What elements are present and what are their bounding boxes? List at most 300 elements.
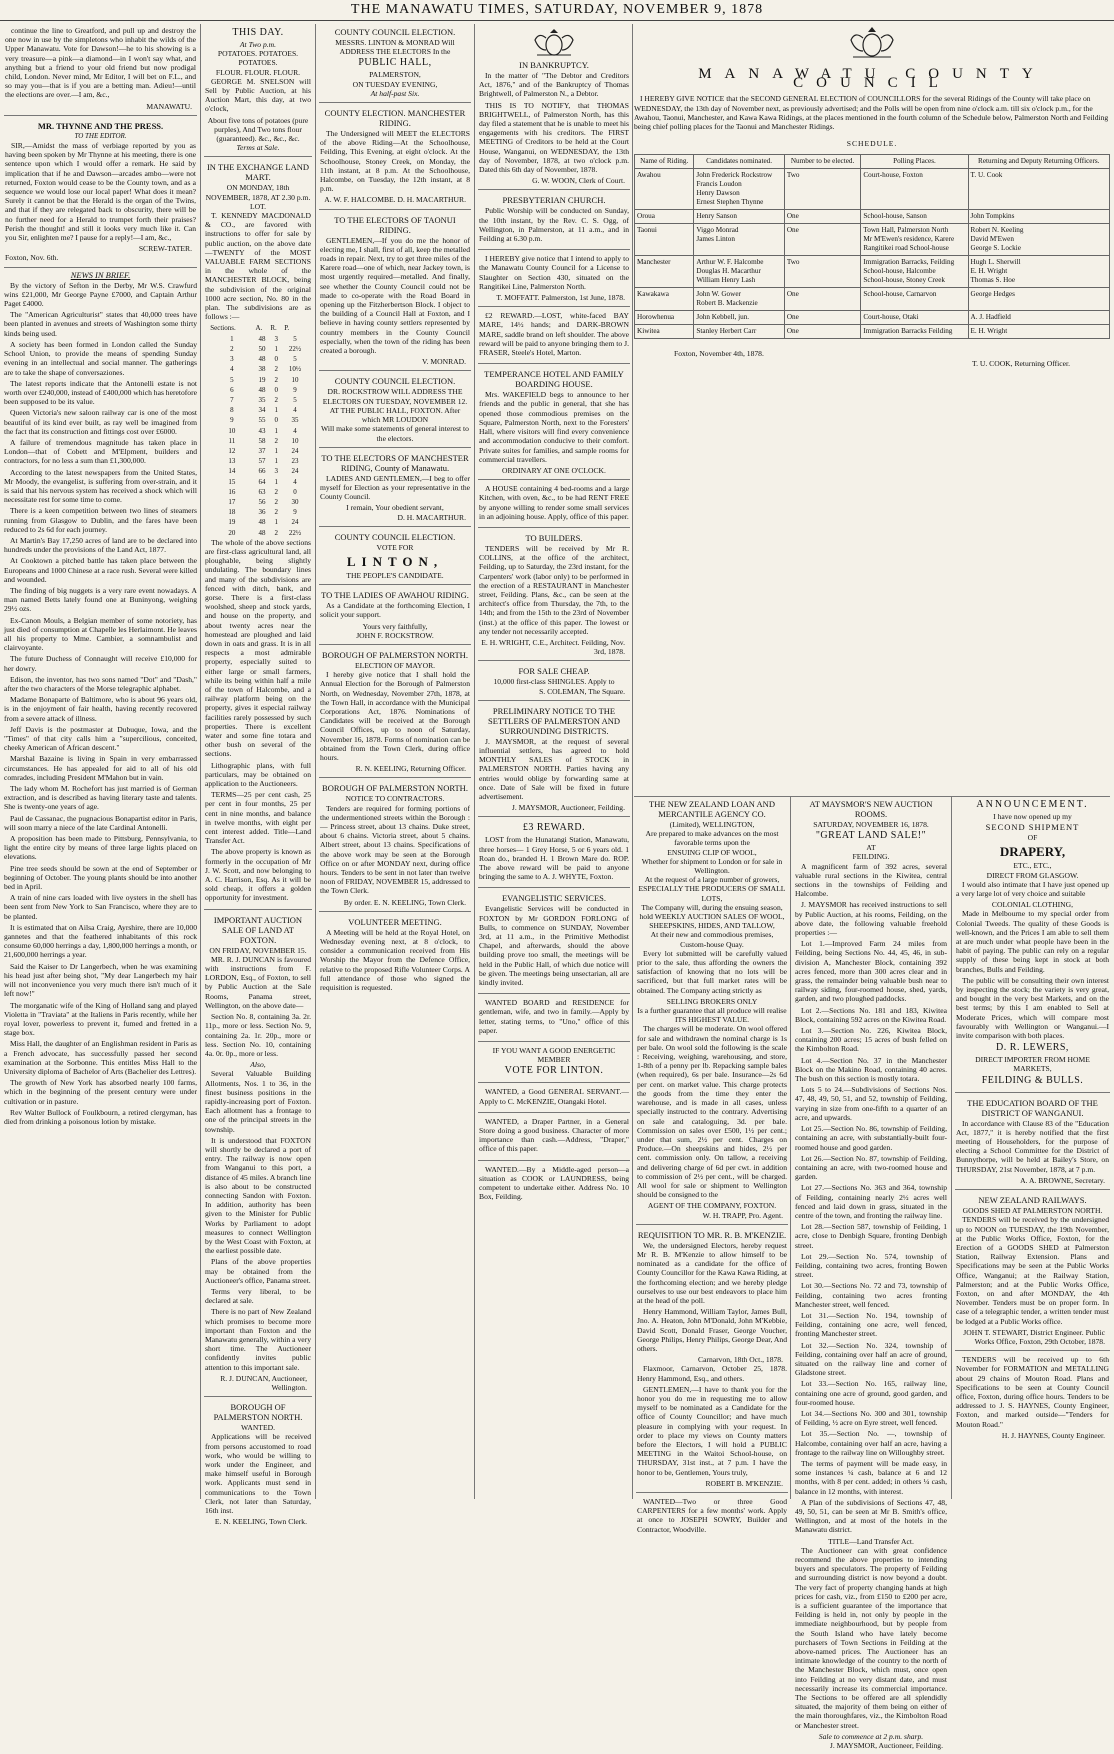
ad-body: The Undersigned will MEET the ELECTORS of the above Riding—At the Schoolhouse, Feilding, This Evening, at eight o'clock. At the Schoolhouse, Stoney Creek, on Monday, the 11th instant, at 8 p.m. At the Schoolhouse, Halcombe, on Tuesday, the 12th instant, at 8 p.m. — [320, 129, 470, 194]
news-item: Paul de Cassanac, the pugnacious Bonapartist editor in Paris, will soon marry a niece of the late Cardinal Antonelli. — [4, 813, 197, 832]
signature: D. H. MACARTHUR. — [397, 512, 466, 522]
lot-item: Lot 30.—Sections No. 72 and 73, township of Feilding, containing two acres fronting Manchester street, well fenced. — [795, 1281, 947, 1309]
ad-body: The Company will, during the ensuing season, hold WEEKLY AUCTION SALES OF WOOL, SHEEPSKINS, HIDES, AND TALLOW, — [639, 902, 785, 931]
table-cell: 2 — [274, 375, 279, 384]
column-6 — [794, 796, 948, 1751]
table-cell: 48 — [258, 385, 266, 394]
table-cell: 2 — [230, 344, 234, 353]
table-cell: 13 — [228, 457, 236, 466]
ad-body: Are prepared to make advances on the most favorable terms upon the — [645, 829, 779, 848]
ad-slogan: "GREAT LAND SALE!" — [815, 830, 927, 842]
news-item: A failure of tremendous magnitude has taken place in London—that of Cobett and M'Elpment, builders and contractors, for no less a sum than £1,300,000. — [4, 437, 197, 466]
ad-body: Will make some statements of general interest to the electors. — [321, 424, 469, 443]
ad-date: ON MONDAY, 18th NOVEMBER, 1878, AT 2.30 p.m. — [205, 183, 311, 202]
signature: By order. E. N. KEELING, Town Clerk. — [343, 897, 466, 907]
schedule-cell-candidates: John Frederick Rockstrow Francis Loudon Henry Dawson Ernest Stephen Thynne — [694, 169, 784, 210]
schedule-cell-officers: John Tompkins — [968, 210, 1109, 224]
ad-heading: IN THE EXCHANGE LAND MART. — [206, 162, 310, 183]
ad-label: SELLING BROKERS ONLY — [666, 996, 758, 1006]
table-cell: 22½ — [288, 344, 302, 353]
ad-closing: Yours very faithfully, — [362, 621, 428, 631]
ad-body: As a Candidate at the forthcoming Election, I solicit your support. — [320, 601, 470, 620]
table-row — [209, 487, 307, 497]
lot-item: Lot 26.—Section No. 87, township of Feilding, containing an acre, with two-roomed house and garden. — [795, 1153, 947, 1182]
ad-heading: THE NEW ZEALAND LOAN AND MERCANTILE AGENCY CO. — [649, 799, 775, 819]
sections-header-cell: P. — [284, 324, 290, 333]
ad-heading: BOROUGH OF PALMERSTON NORTH. — [322, 783, 468, 794]
lot-item: Lot 27.—Sections No. 363 and 364, township of Feilding, containing nearly 2½ acres well fenced and laid down in grass, situated in the centre of the town, and fronting the railway line. — [795, 1183, 947, 1220]
ad-terms: Terms at Sale. — [236, 143, 280, 153]
table-cell: 1 — [274, 518, 279, 527]
ad-heading: PRELIMINARY NOTICE TO THE SETTLERS OF PALMERSTON AND SURROUNDING DISTRICTS. — [487, 705, 620, 736]
table-row — [635, 224, 1110, 256]
ad-body: Evangelistic Services will be conducted in FOXTON by Mr GORDON FORLONG of Bulls, to commence on SUNDAY, November 3rd, at 11 a.m., in the Primitive Methodist Chapel, and afterwards, should the above building prove too small, the meetings will be held in the Public Hall, of which due notice will be given. The meetings being unsectarian, all are kindly invited. — [479, 904, 629, 988]
ad-body: £2 REWARD.—LOST, white-faced BAY MARE, 14½ hands; and DARK-BROWN MARE, saddle brand on left shoulder. The above reward will be paid to anyone bringing them to J. FRASER, Steele's Hotel, Marton. — [479, 311, 629, 358]
ad-body: WANTED—Two or three Good CARPENTERS for a few months' work. Apply at once to JOSEPH SOWRY, Builder and Contractor, Woodville. — [637, 1497, 787, 1534]
ad-body: At their new and commodious premises, Custom-house Quay. — [650, 930, 774, 949]
exchange-land-ad — [204, 159, 312, 909]
table-row — [209, 405, 307, 415]
schedule-cell-riding: Manchester — [635, 256, 694, 288]
column-1 — [4, 24, 197, 1500]
news-item: Pine tree seeds should be sown at the end of September or beginning of October. The young plants should be into another bed in April. — [4, 863, 197, 892]
schedule-cell-riding: Oroua — [635, 210, 694, 224]
table-row — [209, 517, 307, 527]
letter-address: TO THE EDITOR. — [74, 131, 127, 140]
house-ad — [478, 482, 630, 528]
ad-time: At Two p.m. — [239, 40, 277, 49]
signature: R. N. KEELING, Returning Officer. — [355, 764, 466, 774]
lot-item: Lot 3.—Section No. 226, Kiwitea Block, containing 200 acres; 15 acres of bush felled on the Kimbolton Road. — [795, 1026, 947, 1054]
borough-wanted-ad — [204, 1399, 312, 1530]
table-row — [209, 477, 307, 487]
table-row — [209, 528, 307, 538]
ad-place: FEILDING & BULLS. — [981, 1074, 1084, 1086]
table-cell: 9 — [230, 416, 234, 425]
news-item: The future Duchess of Connaught will receive £10,000 for her dowry. — [4, 654, 197, 673]
ad-subheading: NOTICE TO CONTRACTORS. — [345, 794, 445, 804]
table-row — [209, 446, 307, 456]
signature: T. MOFFATT. Palmerston, 1st June, 1878. — [496, 293, 625, 303]
macarthur-ad — [319, 450, 471, 527]
ad-heading: IMPORTANT AUCTION SALE OF LAND AT FOXTON. — [213, 914, 303, 945]
ad-label: AGENT OF THE COMPANY, FOXTON. — [647, 1201, 777, 1211]
table-cell: 6 — [230, 385, 234, 394]
preliminary-notice-ad — [478, 703, 630, 818]
ad-label: SECOND SHIPMENT — [985, 822, 1080, 833]
ad-items: About five tons of potatoes (pure purples), And Two tons flour (guaranteed). &c., &c., &c. — [207, 115, 309, 144]
ad-heading: PRESBYTERIAN CHURCH. — [502, 195, 606, 206]
table-cell: 35 — [291, 416, 299, 425]
news-item: By the victory of Sefton in the Derby, Mr W.S. Crawfurd wins £21,000, Mr George Payne £7000, and Captain Arthur Paget £4000. — [4, 280, 197, 309]
ad-terms: The terms of payment will be made easy, in some instances ¼ cash, balance at 6 and 12 months, with 8 per cent. added; in others ¼ cash, balance in 12 months, with interest. — [795, 1459, 947, 1496]
news-in-brief — [4, 270, 197, 1126]
mayor-election-ad — [319, 647, 471, 778]
signature: SCREW-TATER. — [138, 244, 192, 254]
column-2 — [204, 24, 312, 1527]
table-cell: 1 — [274, 446, 279, 455]
schedule-cell-riding: Taonui — [635, 224, 694, 256]
table-cell: 2 — [274, 395, 279, 404]
ad-body: Every lot submitted will be carefully valued prior to the sale, thus affording the owners the satisfaction of knowing that no lots will be sacrificed, but that full market rates will be obtained. The Company acting strictly as — [637, 948, 787, 995]
ad-label: VOTE FOR — [376, 542, 414, 552]
table-cell: 36 — [258, 508, 266, 517]
ad-heading: VOLUNTEER MEETING. — [348, 916, 442, 927]
schedule-cell-number: Two — [784, 169, 861, 210]
signature: H. J. HAYNES, County Engineer. — [1001, 1430, 1105, 1440]
table-cell: 16 — [228, 487, 236, 496]
sections-header-cell: Sections. — [210, 324, 236, 333]
news-item: A train of nine cars loaded with live oysters in the shell has been sent from New York to San Francisco, where they are to be planted. — [4, 893, 197, 921]
ad-body: Made in Melbourne to my special order from Colonial Tweeds. The quality of these Goods is well-known, and the Prices I am able to sell them at are much under what people have been in the habit of paying. The public can rely on a regular supply of these being kept in stock at both branches, Bulls and Feilding. — [956, 909, 1109, 974]
ad-heading: IF YOU WANT A GOOD ENERGETIC MEMBER — [492, 1046, 616, 1065]
table-row — [209, 497, 307, 507]
table-row — [209, 436, 307, 446]
ad-body: I hereby give notice that I shall hold the Annual Election for the Borough of Palmerston North, on Wednesday, November 27th, 1878, at the Town Hall, in accordance with the Municipal Corporations Act, 1876. Nominations of Candidates will be received at the Borough Council Offices, up to noon of Saturday, November 16, 1878. Forms of nomination can be obtained from the Town Clerk, during office hours. — [320, 670, 470, 762]
ad-body: Section No. 8, containing 3a. 2r. 11p., more or less. Section No. 9, containing 2a. 1r. 20p., more or less. Section No. 10, containing 4a. 0r. 0p., more or less. — [205, 1012, 311, 1058]
table-cell: 1 — [274, 344, 279, 353]
table-cell: 2 — [274, 497, 279, 506]
ad-body: A HOUSE containing 4 bed-rooms and a large Kitchen, with oven, &c., to be had RENT FREE by anyone willing to render some small services in an adjoining house. Apply, office of this paper. — [479, 484, 629, 521]
table-cell: 1 — [274, 426, 279, 435]
ad-names: Henry Hammond, William Taylor, James Bull, Jno. A. Heaton, John M'Donald, John M'Kebbie, David Scott, Donald Fraser, George Voucher, George Philips, Henry Philips, George Dear, And others. — [637, 1307, 787, 1353]
ad-heading: BOROUGH OF PALMERSTON NORTH. — [322, 649, 468, 660]
table-cell: 19 — [228, 518, 236, 527]
ad-label: ESPECIALLY THE PRODUCERS OF SMALL LOTS, — [638, 884, 786, 903]
election-letter — [4, 24, 197, 116]
schedule-cell-riding: Kawakawa — [635, 288, 694, 311]
ad-subheading: THE PEOPLE'S CANDIDATE. — [346, 570, 444, 580]
ad-heading: TO THE ELECTORS OF MANCHESTER RIDING, County of Manawatu. — [321, 452, 469, 473]
ad-label: ENSUING CLIP OF WOOL, — [667, 847, 757, 857]
news-item: Madame Bonaparte of Baltimore, who is about 96 years old, is in the enjoyment of fair health, having recently recovered from a severe attack of illness. — [4, 695, 197, 723]
schedule-cell-number: One — [784, 311, 861, 325]
ad-body: There is no part of New Zealand which promises to become more important than Foxton and the Manawatu generally, within a very short time. The Auctioneer confidently invites public attention to this important sale. — [205, 1307, 311, 1372]
table-cell: 58 — [258, 436, 266, 445]
ad-body: GENTLEMEN,—If you do me the honor of electing me, I shall, first of all, keep the metalled roads in repair. Next, try to get three miles of the Karere road—one of which, near Jackey town, is most urgently required—metalled. And finally, see whether the County Council could not be made to co-operate with the Road Board in opening up the Fitzherbertson Block. I object to the building of a Council Hall at Foxton, and I believe in having county settlers represented by country members in the County Council especially, when the town of the riding has been created a borough. — [320, 235, 470, 356]
good-member-ad — [478, 1044, 630, 1083]
evangelistic-ad — [478, 890, 630, 994]
schedule-cell-places: Immigration Barracks Feilding — [861, 325, 968, 339]
news-item: Rev Walter Bullock of Foulkbourn, a retired clergyman, has died from drinking a poisonous lotion by mistake. — [4, 1107, 197, 1126]
schedule-cell-places: School-house, Sanson — [861, 210, 968, 224]
table-cell: 48 — [258, 528, 266, 537]
schedule-cell-number: One — [784, 210, 861, 224]
nz-loan-ad — [636, 796, 788, 1225]
ad-label: ITS HIGHEST VALUE. — [674, 1015, 750, 1025]
ad-body: WANTED, a Draper Partner, in a General Store doing a good business. Character of more importance than cash.—Address, "Draper," office of this paper. — [479, 1116, 629, 1154]
ad-body: MESSRS. LINTON & MONRAD Will ADDRESS THE ELECTORS In the — [335, 38, 455, 57]
table-row — [209, 344, 307, 354]
ad-body: TENDERS will be received by Mr R. COLLINS, at the office of the architect, Feilding, up to Saturday, the 23rd instant, for the Carpenters' work (labor only) to be performed in the erection of a RESTAURANT in Manchester street, Feilding. Plans, &c., can be seen at the architect's office from Thursday, the 7th, to the 14th; and from the 15th to the 23rd of November (inst.) at the office of this paper. The lowest or any tender not necessarily accepted. — [479, 543, 629, 636]
table-cell: 5 — [293, 355, 297, 364]
table-cell: 19 — [258, 375, 266, 384]
table-cell: 24 — [291, 467, 299, 476]
foxton-auction-ad — [204, 912, 312, 1398]
ad-body: J. MAYSMOR, at the request of several influential settlers, has agreed to hold MONTHLY SALES of STOCK in PALMERSTON NORTH. Parties having any entries would oblige by forwarding same at once. Date of Sale will be fixed in future advertisement. — [479, 736, 629, 801]
schedule-cell-officers: George Hedges — [968, 288, 1109, 311]
ad-item: FLOUR. FLOUR. FLOUR. — [215, 67, 301, 77]
schedule-body — [635, 169, 1110, 339]
schedule-cell-riding: Awahou — [635, 169, 694, 210]
signature: A. W. F. HALCOMBE. D. H. MACARTHUR. — [324, 195, 466, 205]
ad-body: Is a further guarantee that all produce will realise — [637, 1006, 787, 1016]
ad-heading: THIS DAY. — [232, 27, 284, 38]
temperance-hotel-ad — [478, 366, 630, 480]
letter-title: MR. THYNNE AND THE PRESS. — [37, 120, 164, 131]
ad-label: DIRECT IMPORTER FROM HOME MARKETS, — [975, 1055, 1090, 1074]
ad-heading: £3 REWARD. — [522, 822, 586, 834]
linton-monrad-ad — [319, 24, 471, 103]
table-cell: 1 — [230, 334, 234, 343]
schedule-cell-candidates: Henry Sanson — [694, 210, 784, 224]
bankruptcy-notice — [478, 24, 630, 190]
ad-label: TITLE—Land Transfer Act. — [828, 1536, 914, 1546]
laundress-wanted-ad — [478, 1163, 630, 1208]
table-cell: 23 — [291, 457, 299, 466]
lot-item: Lot 35.—Section No. —, township of Halcombe, containing over half an acre, having a frontage to the railway line on Willoughby street. — [795, 1429, 947, 1457]
table-cell: 4 — [293, 406, 297, 415]
column-7 — [955, 796, 1110, 1499]
ad-time: Sale to commence at 2 p.m. sharp. — [818, 1731, 924, 1741]
table-cell: 24 — [291, 518, 299, 527]
ad-body: It is understood that FOXTON will shortly be declared a port of entry. The railway is now open from Wanganui to this port, a distance of 45 miles. A branch line is also about to be constructed connecting Sandon with Foxton. In addition, authority has been given to the Minister for Public Works by Parliament to adopt measures to connect Wellington by the West Coast with Foxton, at the earliest possible date. — [205, 1135, 311, 1256]
table-row — [209, 395, 307, 405]
column-rule — [790, 796, 791, 1499]
schedule-cell-places: Immigration Barracks, Feilding School-house, Halcombe School-house, Stoney Creek — [861, 256, 968, 288]
presbyterian-ad — [478, 192, 630, 250]
table-cell: 2 — [274, 365, 279, 374]
table-cell: 48 — [258, 518, 266, 527]
table-cell: 3 — [274, 334, 279, 343]
ad-label: COLONIAL CLOTHING, — [991, 900, 1074, 910]
ad-heading: BOROUGH OF PALMERSTON NORTH. — [213, 1402, 303, 1423]
signature: G. W. WOON, Clerk of Court. — [532, 176, 625, 186]
ad-label: LOT. — [249, 201, 267, 211]
awahou-ladies-ad — [319, 587, 471, 645]
signature: T. U. COOK, Returning Officer. — [972, 358, 1070, 368]
ad-subheading: WANTED. — [241, 1423, 275, 1433]
schedule-cell-places: Town Hall, Palmerston North Mr M'Ewen's residence, Karere Rangitikei road School-house — [861, 224, 968, 256]
schedule-cell-places: Court-house, Foxton — [861, 169, 968, 210]
ad-heading: COUNTY COUNCIL ELECTION. — [334, 27, 456, 37]
table-cell: 63 — [258, 487, 266, 496]
reward-ad — [478, 309, 630, 364]
ad-slogan: DRAPERY, — [999, 844, 1066, 860]
ad-body: WANTED BOARD and RESIDENCE for gentleman, wife, and two in family.—Apply by letter, stating terms, to "Uno," office of this paper. — [479, 998, 629, 1035]
ad-body: The whole of the above sections are first-class agricultural land, all ploughable, being slightly undulating. The boundary lines and many of the subdivisions are fenced with ditch, bank, and gorse. There is a first-class woolshed, sheep and stock yards, and house on the property, and about twenty acres near the homestead are ploughed and laid down in oats and grass. It is in all respects a most admirable property, especially suited to either large or small farmers, while its being within half a mile of the town of Halcombe, and a railway platform being on the property, gives it especial railway facilities rarely possessed by such properties. There is excellent water and some fine totara and other bush on several of the sections. — [205, 537, 311, 759]
ad-body: J. MAYSMOR has received instructions to sell by Public Auction, at his rooms, Feilding, on the above date, the following valuable freehold properties :— — [795, 900, 947, 938]
news-item: The morganatic wife of the King of Holland sang and played Violetta in "Traviata" at the Italiens in Paris recently, while her royal lover, powerless to prevent it, fumed and fretted in a stage box. — [4, 1000, 197, 1038]
sections-header-cell: A. — [255, 324, 263, 333]
table-cell: 48 — [258, 355, 266, 364]
ad-body: Mrs. WAKEFIELD begs to announce to her friends and the public in general, that she has opened those commodious premises on the Square, Palmerston North, next to the Foresters' Hall, where visitors will find every convenience and accommodation conducive to their comfort. Private suites for families, and sample rooms for commercial travellers. — [479, 390, 629, 464]
table-row — [209, 507, 307, 517]
ad-label: Also, — [250, 1060, 266, 1070]
schedule-cell-candidates: John W. Gower Robert B. Mackenzie — [694, 288, 784, 311]
news-item: It is estimated that on Ailsa Craig, Ayrshire, there are 10,000 gannetes and that the feathered inhabitants of this rock consume 60,000 herrings a day, 1,800,000 herrings a month, or 21,600,000 herrings a year. — [4, 922, 197, 960]
news-item: Miss Hall, the daughter of an Englishman resident in Paris as a French advocate, has successfully passed her second examination at the Sorbonne. This entitles Miss Hall to the University diploma of Bachelor of Arts (Bachelier des Lettres). — [4, 1039, 197, 1076]
table-cell: 17 — [228, 497, 236, 506]
sections-body — [209, 334, 307, 538]
table-cell: 11 — [228, 436, 236, 445]
table-cell: 1 — [274, 457, 279, 466]
schedule-header-cell: Returning and Deputy Returning Officers. — [968, 155, 1109, 169]
lot-item: Lot 29.—Section No. 574, township of Feilding, containing two acres, fronting Bowen street. — [795, 1251, 947, 1280]
council-body: I HEREBY GIVE NOTICE that the SECOND GENERAL ELECTION of COUNCILLORS for the several Ridings of the County will take place on WEDNESDAY, the 13th day of November next, as previously advertised; and the Polls will be open from nine o'clock a.m. till six o'clock p.m., for the Awahou, Taonui, Manchester, and Kawa Kawa Ridings, at the places mentioned in the fourth column of the Schedule below, Palmerston North and Feilding being chief polling places for the Taonui and Manchester Ridings. — [634, 94, 1109, 132]
ad-subheading: GOODS SHED AT PALMERSTON NORTH. — [962, 1206, 1103, 1216]
news-item: The finding of big nuggets is a very rare event nowadays. A man named Betts lately found one at Buninyong, weighing 29½ ozs. — [4, 585, 197, 614]
requisition-ad — [636, 1227, 788, 1493]
letter-body: SIR,—Amidst the mass of verbiage reported by you as having been spoken by Mr Thynne at his meeting, there is one sentence upon which I would offer a remark. He said by implication that if he and Dawson—arcades ambo—were not returned, Foxton would cease to be the County town, and as a sequence we would lose our local paper! What does it mean? Surely it cannot be that the Herald is the organ of the Twins, and that if they are relegated back to obscurity, there will be no further need for a Herald to trumpet forth their praises? Perish the thought! and still it looks very much like it. Can you Sir, enlighten me? I pause for a reply!—I am, &c., — [5, 141, 196, 243]
masthead: THE MANAWATU TIMES, SATURDAY, NOVEMBER 9, 1878 — [0, 0, 1114, 21]
news-item: Edison, the inventor, has two sons named "Dot" and "Dash," after the two characters of the Morse telegraphic alphabet. — [4, 674, 197, 693]
ad-body: 10,000 first-class SHINGLES. Apply to — [493, 677, 615, 687]
news-item: Queen Victoria's new saloon railway car is one of the most beautiful of its kind ever built, as ray well be imagined from the fact that its construction and fittings cost over £6000. — [4, 408, 197, 436]
schedule-cell-places: Court-house, Otaki — [861, 311, 968, 325]
ad-heading: NEW ZEALAND RAILWAYS. — [978, 1195, 1087, 1206]
table-row — [209, 415, 307, 425]
ad-body: Tenders are required for forming portions of the undermentioned streets within the Borough :— Princess street, about 13 chains. Duke street, about 6 chains. Victoria street, about 5 chains. Albert street, about 13 chains. Specifications of the above work may be seen at the Borough Office on or after MONDAY next, during office hours. Tenders to be sent in not later than twelve noon of FRIDAY, NOVEMBER 15, addressed to the Town Clerk. — [320, 803, 470, 896]
ad-heading: TO THE ELECTORS OF TAONUI RIDING. — [334, 214, 456, 235]
table-cell: 1 — [274, 406, 279, 415]
news-item: A proposition has been made to Pittsburg, Pennsylvania, to light the entire city by means of three large lights placed on elevations. — [4, 834, 197, 862]
table-cell: 10½ — [288, 365, 302, 374]
table-cell: 24 — [291, 446, 299, 455]
table-cell: 0 — [274, 385, 279, 394]
ad-body: I have now opened up my — [993, 812, 1072, 821]
table-row — [635, 169, 1110, 210]
ad-date: Carnarvon, 18th Oct., 1878. — [698, 1355, 783, 1365]
table-cell: 43 — [258, 426, 266, 435]
lot-item: Lots 5 to 24.—Subdivisions of Sections Nos. 47, 48, 49, 50, 51, and 52, township of Feilding, varying in size from one-fifth to a quarter of an acre, and upwards. — [795, 1085, 947, 1122]
ad-body: LADIES AND GENTLEMEN,—I beg to offer myself for Election as your representative in the County Council. — [320, 473, 470, 502]
schedule-cell-officers: A. J. Hadfield — [968, 311, 1109, 325]
contractors-ad — [319, 780, 471, 911]
lot-item: Lot 34.—Sections No. 300 and 301, township of Feilding, ½ acre on Eyre street, well fenced. — [795, 1408, 947, 1428]
table-cell: 56 — [258, 497, 266, 506]
table-row — [209, 364, 307, 374]
news-item: According to the latest newspapers from the United States, Mr Moody, the evangelist, is suffering from over-strain, and it is said that his nervous system has received a shock which will necessitate rest for some time to come. — [4, 467, 197, 505]
ad-heading: COUNTY ELECTION. MANCHESTER RIDING. — [324, 108, 466, 129]
table-cell: 5 — [293, 395, 297, 404]
table-cell: 22½ — [288, 528, 302, 537]
royal-crest-icon — [847, 26, 897, 60]
ad-label: ORDINARY AT ONE O'CLOCK. — [502, 465, 606, 475]
schedule-cell-officers: Hugh L. Sherwill E. H. Wright Thomas S. Hoe — [968, 256, 1109, 288]
schedule-header-cell: Name of Riding. — [635, 155, 694, 169]
ad-body: Lithographic plans, with full particulars, may be obtained on application to the Auctioneers. — [205, 760, 311, 789]
ad-terms: Terms very liberal, to be declared at sale. — [205, 1286, 311, 1306]
ad-body: In the matter of "The Debtor and Creditors Act, 1876," and of the Bankruptcy of Thomas Brightwell, of Palmerston N., a Debtor. — [479, 71, 629, 99]
table-cell: 2 — [274, 528, 279, 537]
news-item: The latest reports indicate that the Antonelli estate is not worth over £240,000, instead of £400,000 which has heretofore been supposed to be its value. — [4, 378, 197, 407]
news-item: Said the Kaiser to Dr Langerbech, when he was examining his head just after being shot, "My dear Langerbech my hair will not inconvenience you very much there isn't much of it left now!" — [4, 961, 197, 999]
council-title: MANAWATU COUNTY COUNCIL — [698, 66, 1046, 92]
ad-date: ON FRIDAY, NOVEMBER 15. — [209, 945, 307, 955]
ad-body: We, the undersigned Electors, hereby request Mr R. B. M'Kenzie to allow himself to be nominated as a candidate for the office of County Councillor for the Kawa Kawa Riding, at the forthcoming election; and we hereby pledge ourselves to use our best endeavors to place him at the head of the poll. — [637, 1240, 787, 1305]
schedule-table — [634, 154, 1110, 339]
ad-item: POTATOES. POTATOES. POTATOES. — [217, 49, 299, 68]
reward-horses-ad — [478, 819, 630, 888]
schedule-header-cell: Polling Places. — [861, 155, 968, 169]
ad-body: LOST from the Hunatangi Station, Manawatu, three horses— 1 Grey Horse, 5 or 6 years old. 1 Roan do., branded H. 1 Brown Mare do. ROP. The above reward will be paid to anyone bringing the same to A. J. WHYTE, Foxton. — [479, 835, 629, 882]
table-cell: 4 — [293, 477, 297, 486]
ad-body: Several Valuable Building Allotments, Nos. 1 to 36, in the finest business positions in the rapidly-increasing port of Foxton. Each allotment has a frontage to one of the principal streets in the township. — [205, 1069, 311, 1134]
ad-place: PALMERSTON, — [369, 70, 421, 80]
maysmor-land-sale-ad — [794, 796, 948, 1754]
ad-label: DIRECT FROM GLASGOW. — [986, 870, 1079, 880]
builders-ad — [478, 530, 630, 661]
schedule-cell-candidates: Viggo Monrad James Linton — [694, 224, 784, 256]
lot-item: Lot 32.—Section No. 324, township of Feilding, containing over half an acre of ground, situated on the railway line and corner of Gladstone street. — [795, 1340, 947, 1378]
sections-header-cell: R. — [270, 324, 277, 333]
ad-place: FEILDING. — [852, 852, 890, 862]
lot-item: Lot 33.—Section No. 165, railway line, containing one acre of ground, good garden, and four-roomed house. — [795, 1379, 947, 1407]
ad-body: WANTED, a Good GENERAL SERVANT.—Apply to C. McKENZIE, Otangaki Hotel. — [479, 1087, 629, 1106]
ad-body: TENDERS will be received by the undersigned up to NOON on TUESDAY, the 19th November, at the Public Works Office, Foxton, for the Erection of a GOODS SHED at Palmerston Station, Railway Extension. Plans and Specifications may be seen at the Public Works Office, Wanganui; at the Railway Station, Palmerston; and at the Public Works Office, Foxton, on and after MONDAY, the 4th November. Tenders must be on proper form. In case of a telegraphic tender, a written tender must be lodged at a Public Works office. — [956, 1215, 1109, 1326]
table-cell: 35 — [258, 395, 266, 404]
ad-label: OF — [1027, 833, 1038, 843]
news-item: The "American Agriculturist" states that 40,000 trees have been planted in avenues and streets of Washington some thirty kinds being used. — [4, 310, 197, 338]
column-3 — [319, 24, 471, 1500]
sections-table — [209, 323, 307, 537]
sections-header — [209, 323, 307, 333]
merchant-name: D. R. LEWERS, — [996, 1042, 1069, 1054]
ad-heading: TO THE LADIES OF AWAHOU RIDING. — [321, 590, 469, 601]
ad-body: The charges will be moderate. On wool offered for sale and withdrawn the nominal charge is 1s per bale. On wool sold the following is the scale : Receiving, weighing, warehousing, and store, 1-8th of a penny per lb. Repacking sample bales (when required), 6s per bale. Insurance—2s 6d per cent. on market value. This charge protects the goods from the time they enter the warehouse, and is made in all cases, unless specially instructed to the contrary. Advertising on sale and cataloguing, 3d. per bale. Commission on sales over £500, 1½ per cent.; under that sum, 2½ per cent. Charges on Produce.—On sheepskins and hides, 2½ per cent. commission only. On tallow, a receiving and delivering charge of 6d per cwt. in addition to commission of 2½ per cent., will be charged. All wool for sale or shipment to Wellington should be consigned to the — [637, 1024, 787, 1200]
table-row — [209, 354, 307, 364]
ad-body: The public will be consulting their own interest by inspecting the stock; the variety is very great, and bought in the very best Markets, and on the best terms; by this I am enabled to Sell at Moderate Prices, which will compare most favourably with Wellington or Wanganui.—I invite comparison with both places. — [956, 975, 1109, 1041]
news-item: There is a keen competition between two lines of steamers running from Glasgow to Dublin, and the fares have been reduced to 2s 6d for each journey. — [4, 506, 197, 534]
council-date: Foxton, November 4th, 1878. — [674, 349, 764, 359]
railways-ad — [955, 1192, 1110, 1351]
news-item: Marshal Bazaine is living in Spain in very embarrassed circumstances. He has appealed for aid to all of his old comrades, including President M'Mahon but in vain. — [4, 754, 197, 782]
ad-time: At half-past Six. — [370, 88, 420, 98]
servant-wanted-ad — [478, 1085, 630, 1112]
signature: J. MAYSMOR, Auctioneer, Feilding. — [829, 1741, 943, 1751]
ad-heading: THE EDUCATION BOARD OF THE DISTRICT OF WANGANUI. — [967, 1097, 1098, 1118]
table-cell: 37 — [258, 446, 266, 455]
ad-body: GENTLEMEN,—I have to thank you for the honor you do me in requesting me to allow myself to be nominated as a Candidate for the office of County Councillor; and have much pleasure in complying with your request. In order to place my views on County matters before the Electors, I will hold a PUBLIC MEETING in the Waitoi School-house, on THURSDAY, 31st inst., at 7 p.m. I have the honor to be, Gentlemen, Yours truly, — [637, 1384, 787, 1477]
table-row — [635, 311, 1110, 325]
column-rule — [632, 24, 633, 1499]
column-rule — [951, 796, 952, 1499]
table-cell: 4 — [230, 365, 234, 374]
table-cell: 66 — [258, 467, 266, 476]
schedule-cell-number: One — [784, 224, 861, 256]
lot-item: Lot 25.—Section No. 86, township of Feilding, containing an acre, with substantially-built four-roomed house and good garden. — [795, 1124, 947, 1152]
taonui-riding-ad — [319, 212, 471, 372]
metalling-ad — [955, 1353, 1110, 1444]
ad-body: Applications will be received from persons accustomed to road work, who would be willing to work under the Engineer, and make himself useful in Borough work. Applicants must send in communications to the Town Clerk, not later than Saturday, 16th inst. — [205, 1432, 311, 1516]
table-cell: 3 — [274, 467, 279, 476]
lot-item: Lot 31.—Section No. 194, township of Feilding, containing one acre, well fenced, fronting Manchester street. — [795, 1310, 947, 1339]
ad-heading: TEMPERANCE HOTEL AND FAMILY BOARDING HOUSE. — [484, 369, 624, 390]
table-row — [209, 375, 307, 385]
table-cell: 57 — [258, 457, 266, 466]
column-4 — [478, 24, 630, 1500]
ad-subheading: (Limited), WELLINGTON, — [669, 820, 755, 829]
schedule-header-cell: Candidates nominated. — [694, 155, 784, 169]
ad-label: ETC., ETC., — [1013, 861, 1052, 871]
table-row — [209, 334, 307, 344]
table-cell: 15 — [228, 477, 236, 486]
table-cell: 1 — [274, 477, 279, 486]
signature: R. J. DUNCAN, Auctioneer, Wellington. — [220, 1373, 307, 1393]
draper-wanted-ad — [478, 1115, 630, 1161]
ad-body: WANTED.—By a Middle-aged person—a situation as COOK or LAUNDRESS, being competent to undertake either. Address No. 10 Box, Feilding. — [479, 1164, 629, 1202]
